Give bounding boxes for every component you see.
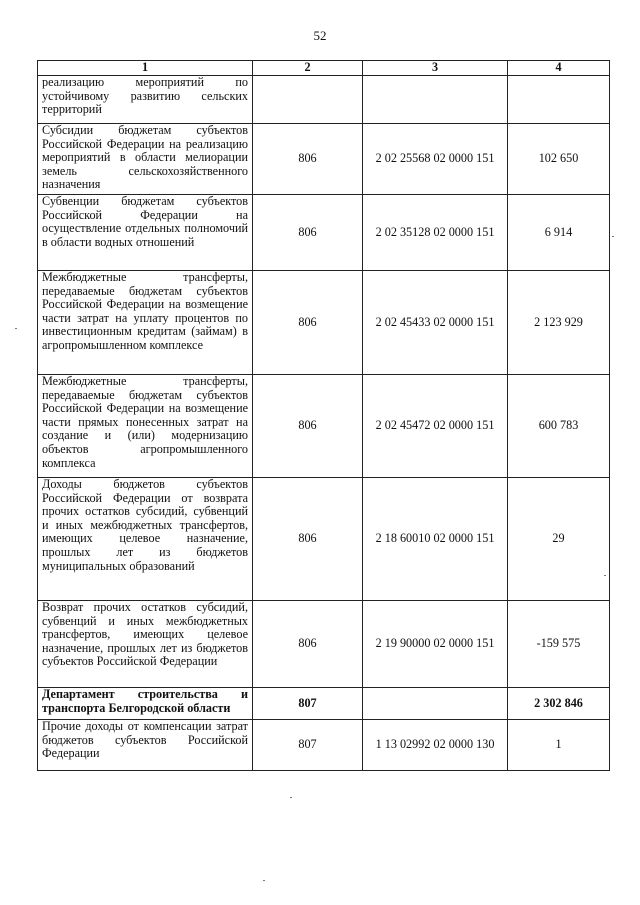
cell-amount: 600 783 (508, 375, 610, 478)
cell-classification-code: 2 02 45472 02 0000 151 (363, 375, 508, 478)
column-header-amount: 4 (508, 61, 610, 76)
cell-classification-code: 1 13 02992 02 0000 130 (363, 720, 508, 771)
table-row (38, 478, 610, 601)
table-row (38, 375, 610, 478)
cell-amount: 1 (508, 720, 610, 771)
cell-admin-code: 806 (253, 124, 363, 195)
cell-amount: 6 914 (508, 195, 610, 271)
cell-name: Прочие доходы от компенсации затрат бюджетов субъектов Российской Федерации (38, 720, 253, 771)
cell-amount: -159 575 (508, 601, 610, 688)
scan-speck (612, 236, 614, 237)
scan-speck (290, 797, 292, 798)
table-row (38, 601, 610, 688)
cell-amount: 29 (508, 478, 610, 601)
cell-name: Возврат прочих остатков субсидий, субвенций и иных межбюджетных трансфертов, имеющих целевое назначение, прошлых лет из бюджетов субъектов Российской Федерации (38, 601, 253, 688)
cell-classification-code: 2 02 45433 02 0000 151 (363, 271, 508, 375)
column-header-name: 1 (38, 61, 253, 76)
cell-classification-code: 2 19 90000 02 0000 151 (363, 601, 508, 688)
cell-admin-code: 807 (253, 720, 363, 771)
cell-amount: 102 650 (508, 124, 610, 195)
cell-amount: 2 123 929 (508, 271, 610, 375)
cell-name: Межбюджетные трансферты, передаваемые бюджетам субъектов Российской Федерации на возмещение части затрат на уплату процентов по инвестиционным кредитам (займам) в агропромышленном комплексе (38, 271, 253, 375)
cell-admin-code: 806 (253, 195, 363, 271)
cell-admin-code (253, 76, 363, 124)
cell-name: Субсидии бюджетам субъектов Российской Федерации на реализацию мероприятий в области мелиорации земель сельскохозяйственного назначения (38, 124, 253, 195)
cell-name: реализацию мероприятий по устойчивому развитию сельских территорий (38, 76, 253, 124)
scan-speck (263, 880, 265, 881)
cell-classification-code (363, 76, 508, 124)
cell-amount: 2 302 846 (508, 688, 610, 720)
cell-admin-code: 807 (253, 688, 363, 720)
cell-amount (508, 76, 610, 124)
table-row (38, 76, 610, 124)
table-header-row (38, 61, 610, 76)
table-row (38, 720, 610, 771)
scan-speck (15, 328, 17, 329)
budget-revenue-table (37, 60, 610, 771)
column-header-classification-code: 3 (363, 61, 508, 76)
cell-classification-code (363, 688, 508, 720)
cell-admin-code: 806 (253, 271, 363, 375)
table-row (38, 271, 610, 375)
cell-admin-code: 806 (253, 375, 363, 478)
table-row (38, 195, 610, 271)
table-body (38, 76, 610, 771)
table-row (38, 124, 610, 195)
column-header-admin-code: 2 (253, 61, 363, 76)
cell-name: Субвенции бюджетам субъектов Российской Федерации на осуществление отдельных полномочий в области водных отношений (38, 195, 253, 271)
table-row (38, 688, 610, 720)
cell-classification-code: 2 02 35128 02 0000 151 (363, 195, 508, 271)
cell-admin-code: 806 (253, 601, 363, 688)
cell-name: Департамент строительства и транспорта Белгородской области (38, 688, 253, 720)
cell-name: Доходы бюджетов субъектов Российской Федерации от возврата прочих остатков субсидий, субвенций и иных межбюджетных трансфертов, имеющих целевое назначение, прошлых лет из бюджетов муниципальных образований (38, 478, 253, 601)
cell-admin-code: 806 (253, 478, 363, 601)
page-number: 52 (313, 28, 327, 43)
cell-name: Межбюджетные трансферты, передаваемые бюджетам субъектов Российской Федерации на возмещение части прямых понесенных затрат на создание и (или) модернизацию объектов агропромышленного комплекса (38, 375, 253, 478)
cell-classification-code: 2 18 60010 02 0000 151 (363, 478, 508, 601)
scan-speck (604, 575, 606, 576)
cell-classification-code: 2 02 25568 02 0000 151 (363, 124, 508, 195)
